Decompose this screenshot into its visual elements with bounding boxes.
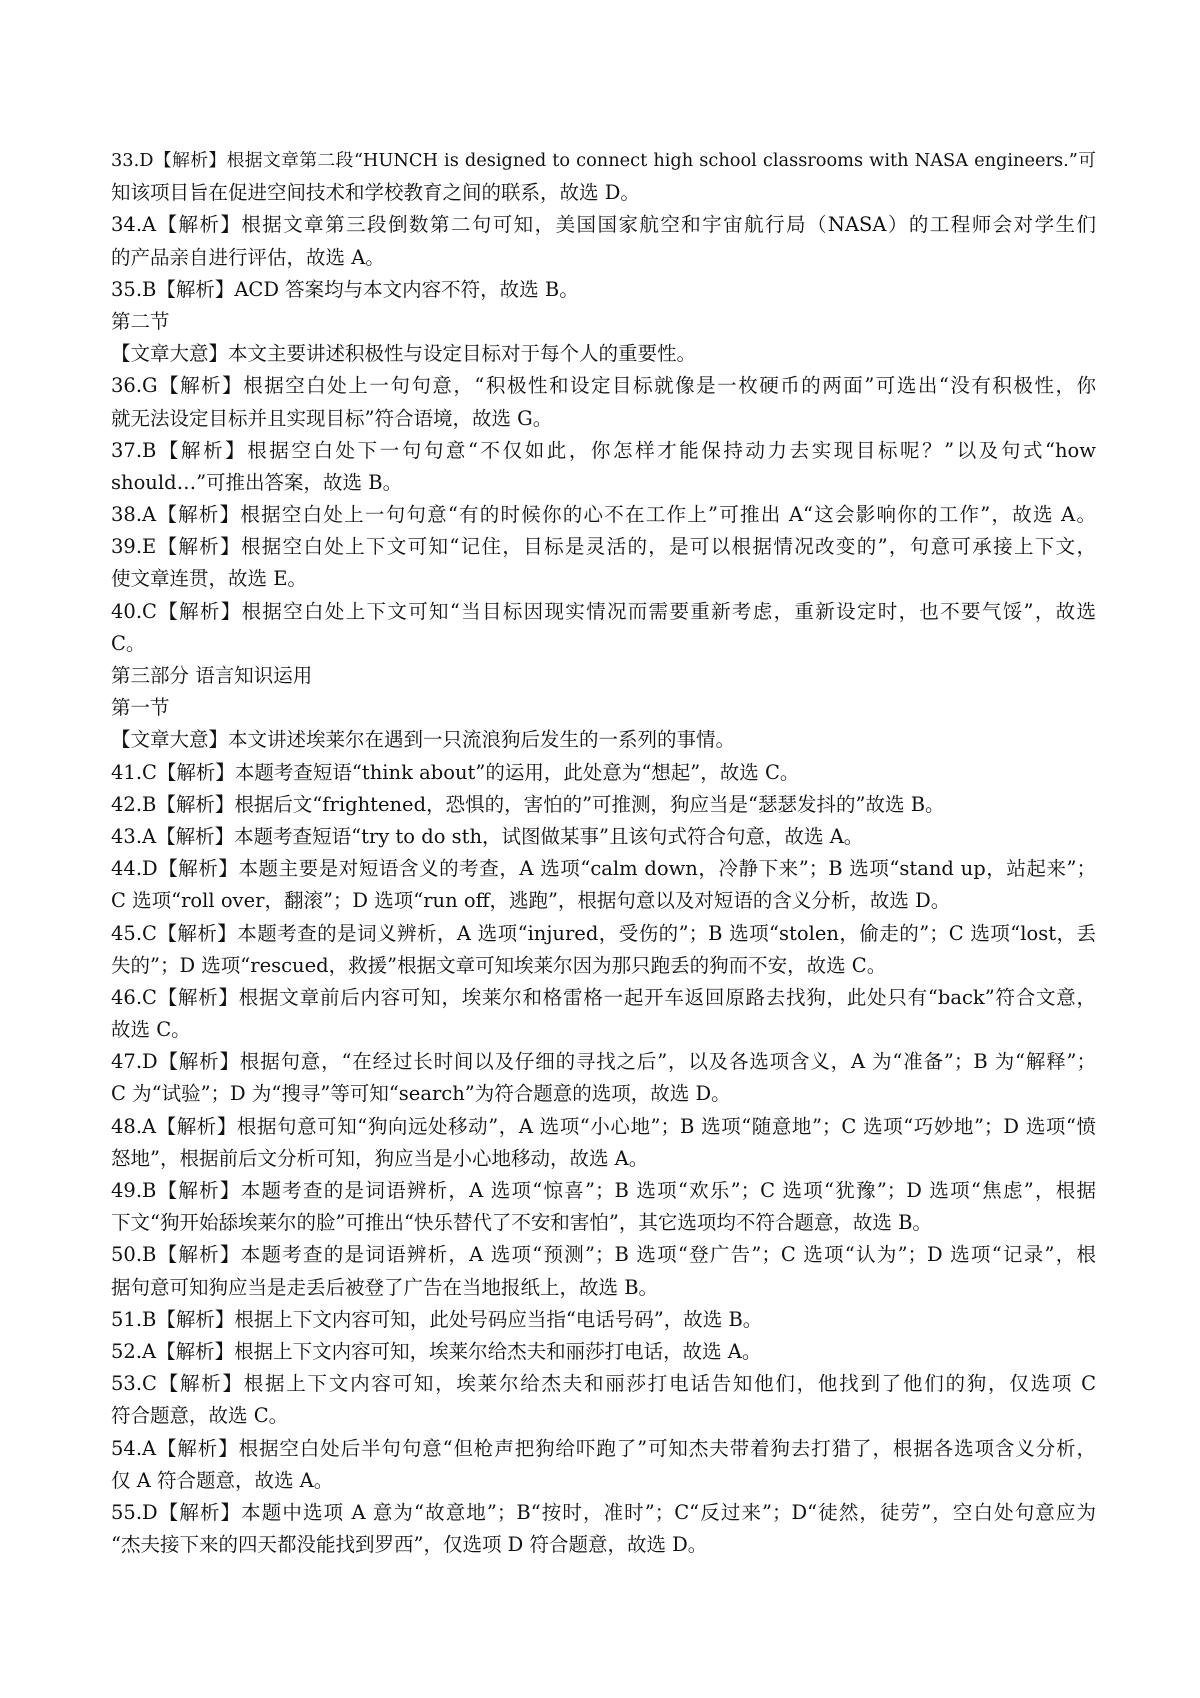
text-line: 42.B【解析】根据后文“frightened，恐惧的，害怕的”可推测，狗应当是“瑟瑟发抖的”故选 B。 — [111, 792, 945, 816]
text-line: 46.C【解析】根据文章前后内容可知，埃莱尔和格雷格一起开车返回原路去找狗，此处只有“back”符合文意， — [111, 985, 1096, 1009]
text-line: 33.D【解析】根据文章第二段“HUNCH is designed to connect high school classrooms with NASA engineers.”可 — [111, 151, 1096, 171]
text-line: 【文章大意】本文主要讲述积极性与设定目标对于每个人的重要性。 — [111, 342, 697, 366]
text-line: 仅 A 符合题意，故选 A。 — [111, 1468, 334, 1492]
text-line: 35.B【解析】ACD 答案均与本文内容不符，故选 B。 — [111, 277, 579, 301]
text-line: 失的”；D 选项“rescued，救援”根据文章可知埃莱尔因为那只跑丢的狗而不安，故选 C。 — [111, 953, 887, 977]
text-line: should…”可推出答案，故选 B。 — [111, 470, 403, 494]
text-line: 54.A【解析】根据空白处后半句句意“但枪声把狗给吓跑了”可知杰夫带着狗去打猎了，根据各选项含义分析， — [111, 1436, 1096, 1460]
text-line: 故选 C。 — [111, 1018, 191, 1042]
text-line: 第一节 — [111, 696, 170, 720]
text-line: 38.A【解析】根据空白处上一句句意“有的时候你的心不在工作上”可推出 A“这会影响你的工作”，故选 A。 — [111, 503, 1096, 527]
text-line: 37.B【解析】根据空白处下一句句意“不仅如此，你怎样才能保持动力去实现目标呢？”以及句式“how — [111, 438, 1096, 462]
text-line: 41.C【解析】本题考查短语“think about”的运用，此处意为“想起”，故选 C。 — [111, 760, 800, 784]
text-line: 44.D【解析】本题主要是对短语含义的考查，A 选项“calm down，冷静下来”；B 选项“stand up，站起来”； — [111, 857, 1096, 881]
text-line: C。 — [111, 631, 146, 655]
text-line: 据句意可知狗应当是走丢后被登了广告在当地报纸上，故选 B。 — [111, 1275, 659, 1299]
text-line: C 为“试验”；D 为“搜寻”等可知“search”为符合题意的选项，故选 D。 — [111, 1082, 731, 1106]
text-line: 51.B【解析】根据上下文内容可知，此处号码应当指“电话号码”，故选 B。 — [111, 1307, 763, 1331]
text-line: 【文章大意】本文讲述埃莱尔在遇到一只流浪狗后发生的一系列的事情。 — [111, 728, 736, 752]
text-line: 39.E【解析】根据空白处上下文可知“记住，目标是灵活的，是可以根据情况改变的”，句意可承接上下文， — [111, 535, 1096, 559]
text-line: 知该项目旨在促进空间技术和学校教育之间的联系，故选 D。 — [111, 181, 640, 205]
text-line: 36.G【解析】根据空白处上一句句意，“积极性和设定目标就像是一枚硬币的两面”可选出“没有积极性，你 — [111, 374, 1096, 398]
answer-explanations-page — [111, 145, 1096, 1561]
text-line: 第二节 — [111, 309, 170, 333]
text-line: 40.C【解析】根据空白处上下文可知“当目标因现实情况而需要重新考虑，重新设定时，也不要气馁”，故选 — [111, 599, 1096, 623]
text-line: 55.D【解析】本题中选项 A 意为“故意地”；B“按时，准时”；C“反过来”；D“徒然，徒劳”，空白处句意应为 — [111, 1500, 1096, 1524]
text-line: 50.B【解析】本题考查的是词语辨析，A 选项“预测”；B 选项“登广告”；C 选项“认为”；D 选项“记录”，根 — [111, 1243, 1096, 1267]
text-line: 47.D【解析】根据句意，“在经过长时间以及仔细的寻找之后”，以及各选项含义，A 为“准备”；B 为“解释”； — [111, 1050, 1096, 1074]
text-line: 第三部分 语言知识运用 — [111, 664, 313, 687]
text-line: “杰夫接下来的四天都没能找到罗西”，仅选项 D 符合题意，故选 D。 — [111, 1533, 708, 1557]
text-line: 使文章连贯，故选 E。 — [111, 567, 307, 591]
text-line: 就无法设定目标并且实现目标”符合语境，故选 G。 — [111, 406, 553, 430]
text-line: 53.C【解析】根据上下文内容可知，埃莱尔给杰夫和丽莎打电话告知他们，他找到了他们的狗，仅选项 C — [111, 1372, 1096, 1396]
text-line: 怒地”，根据前后文分析可知，狗应当是小心地移动，故选 A。 — [111, 1146, 649, 1170]
text-line: 49.B【解析】本题考查的是词语辨析，A 选项“惊喜”；B 选项“欢乐”；C 选项“犹豫”；D 选项“焦虑”，根据 — [111, 1179, 1096, 1202]
text-line: 34.A【解析】根据文章第三段倒数第二句可知，美国国家航空和宇宙航行局（NASA）的工程师会对学生们 — [111, 213, 1096, 237]
text-line: 43.A【解析】本题考查短语“try to do sth，试图做某事”且该句式符合句意，故选 A。 — [111, 824, 864, 848]
text-line: 52.A【解析】根据上下文内容可知，埃莱尔给杰夫和丽莎打电话，故选 A。 — [111, 1339, 762, 1363]
text-line: 下文“狗开始舔埃莱尔的脸”可推出“快乐替代了不安和害怕”，其它选项均不符合题意，故选 B。 — [111, 1211, 932, 1235]
text-line: 符合题意，故选 C。 — [111, 1404, 289, 1428]
text-line: 45.C【解析】本题考查的是词义辨析，A 选项“injured，受伤的”；B 选项“stolen，偷走的”；C 选项“lost，丢 — [111, 921, 1096, 945]
text-line: C 选项“roll over，翻滚”；D 选项“run off，逃跑”，根据句意以及对短语的含义分析，故选 D。 — [111, 889, 951, 913]
text-line: 48.A【解析】根据句意可知“狗向远处移动”，A 选项“小心地”；B 选项“随意地”；C 选项“巧妙地”；D 选项“愤 — [111, 1114, 1096, 1138]
text-line: 的产品亲自进行评估，故选 A。 — [111, 245, 385, 269]
